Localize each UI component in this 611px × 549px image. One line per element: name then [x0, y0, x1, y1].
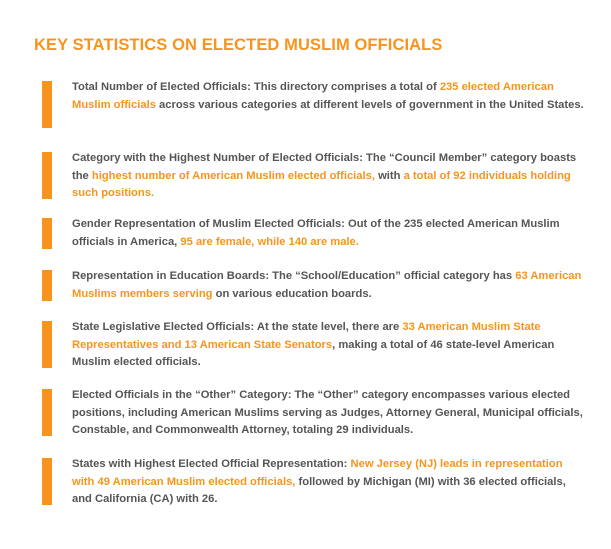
stat-text	[72, 319, 587, 372]
stat-text	[72, 268, 587, 303]
stat-text-part: Elected Officials in the “Other” Category: The “Other” category encompasses various elected positions, including American Muslims serving as Judges, Attorney General, Municipal officials, Constable, and Commonwealth Attorney, totaling 29 individuals.	[72, 389, 583, 436]
stat-highlight: New Jersey (NJ) leads in representation with 49 American Muslim elected officials,	[72, 458, 563, 488]
accent-bar	[42, 270, 52, 301]
stat-text-part: Category with the Highest Number of Elected Officials: The “Council Member” category boasts the	[72, 152, 577, 182]
stat-text-part: across various categories at different levels of government in the United States.	[155, 98, 584, 111]
stat-text	[72, 387, 587, 440]
stat-highlight: 95 are female, while 140 are male.	[180, 235, 359, 248]
stat-highlight: a total of 92 individuals holding such positions.	[72, 169, 571, 199]
stat-text-part: Gender Representation of Muslim Elected Officials: Out of the 235 elected American Muslim officials in America,	[72, 218, 560, 248]
accent-bar	[42, 321, 52, 368]
stat-text-part: States with Highest Elected Official Representation:	[72, 458, 351, 470]
stat-text-part: with	[374, 169, 404, 182]
stat-text-part: on various education boards.	[212, 287, 372, 300]
stat-highlight: 235 elected American Muslim officials	[72, 81, 554, 111]
stat-text	[72, 150, 587, 203]
stat-text-part: Representation in Education Boards: The “School/Education” official category has	[72, 270, 516, 282]
stat-text	[72, 216, 587, 251]
stat-text-part: Total Number of Elected Officials: This directory comprises a total of	[72, 81, 440, 93]
accent-bar	[42, 81, 52, 128]
stat-highlight: 33 American Muslim State Representatives and 13 American State Senators	[72, 321, 541, 351]
accent-bar	[42, 389, 52, 436]
stat-text-part: followed by Michigan (MI) with 36 elected officials, and California (CA) with 26.	[72, 475, 566, 505]
section-title: KEY STATISTICS ON ELECTED MUSLIM OFFICIALS	[34, 36, 443, 54]
stat-text-part: , making a total of 46 state-level American Muslim elected officials.	[72, 338, 555, 368]
stat-text	[72, 79, 587, 114]
accent-bar	[42, 152, 52, 199]
stat-text	[72, 456, 587, 509]
accent-bar	[42, 458, 52, 505]
stat-highlight: 63 American Muslims members serving	[72, 270, 582, 300]
stat-highlight: highest number of American Muslim elected officials,	[91, 169, 375, 182]
accent-bar	[42, 218, 52, 249]
stat-text-part: State Legislative Elected Officials: At the state level, there are	[72, 321, 403, 333]
